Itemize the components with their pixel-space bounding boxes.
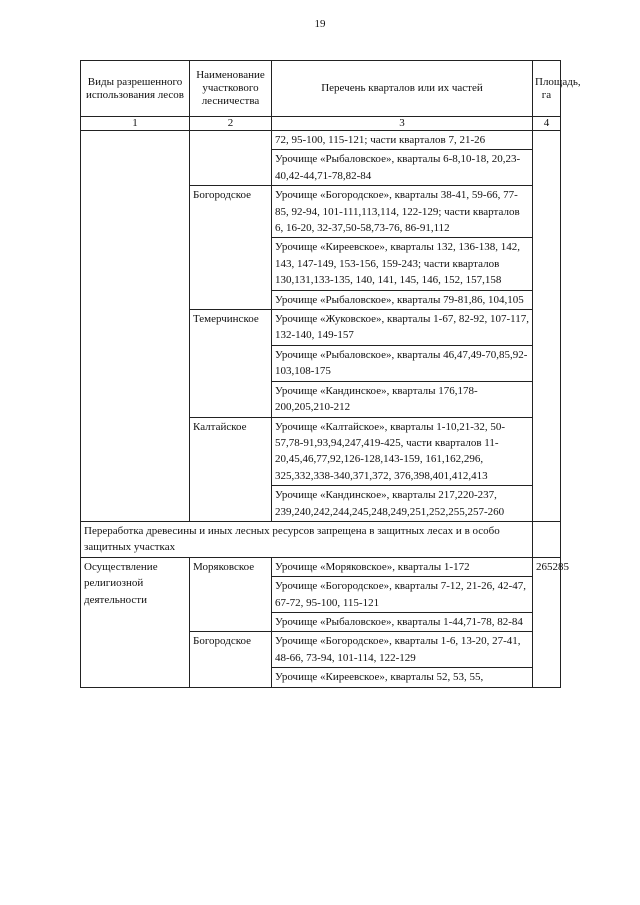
- forestry-cell: Богородское: [190, 632, 272, 687]
- use-type-cell: Осуществление религиозной деятельности: [81, 557, 190, 687]
- page-number: 19: [314, 18, 326, 30]
- quarters-cell: Урочище «Богородское», кварталы 38-41, 59-66, 77-85, 92-94, 101-111,113,114, 122-129; части кварталов 6, 16-20, 32-37,50-58,73-76, 86-91,112: [272, 186, 533, 238]
- quarters-cell: Урочище «Киреевское», кварталы 52, 53, 55,: [272, 668, 533, 687]
- quarters-cell: Урочище «Рыбаловское», кварталы 79-81,86, 104,105: [272, 290, 533, 309]
- quarters-cell: Урочище «Рыбаловское», кварталы 6-8,10-18, 20,23-40,42-44,71-78,82-84: [272, 150, 533, 186]
- quarters-cell: 72, 95-100, 115-121; части кварталов 7, 21-26: [272, 131, 533, 150]
- table-row: [81, 131, 561, 150]
- forestry-cell: [190, 131, 272, 186]
- quarters-cell: Урочище «Богородское», кварталы 7-12, 21-26, 42-47, 67-72, 95-100, 115-121: [272, 577, 533, 613]
- quarters-cell: Урочище «Калтайское», кварталы 1-10,21-32, 50-57,78-91,93,94,247,419-425, части кварталов 11-20,45,46,77,92,126-128,143-159, 161,162,296, 325,332,338-340,371,372, 376,398,401,412,413: [272, 417, 533, 486]
- table-row: [81, 557, 561, 576]
- area-cell: [533, 131, 561, 522]
- area-cell: 265285: [533, 557, 561, 687]
- forestry-cell: Темерчинское: [190, 310, 272, 417]
- note-row: [81, 521, 561, 557]
- note-text: Переработка древесины и иных лесных ресурсов запрещена в защитных лесах и в особо защитных участках: [81, 521, 533, 557]
- header-forestry: Наименование участкового лесничества: [190, 61, 272, 117]
- column-number: 4: [533, 117, 561, 131]
- forestry-cell: Моряковское: [190, 557, 272, 632]
- quarters-cell: Урочище «Кандинское», кварталы 176,178-200,205,210-212: [272, 381, 533, 417]
- forestry-cell: Богородское: [190, 186, 272, 310]
- column-number-row: [81, 117, 561, 131]
- use-type-cell: [81, 131, 190, 522]
- quarters-cell: Урочище «Рыбаловское», кварталы 1-44,71-78, 82-84: [272, 612, 533, 631]
- column-number: 2: [190, 117, 272, 131]
- quarters-cell: Урочище «Богородское», кварталы 1-6, 13-20, 27-41, 48-66, 73-94, 101-114, 122-129: [272, 632, 533, 668]
- column-number: 3: [272, 117, 533, 131]
- quarters-cell: Урочище «Моряковское», кварталы 1-172: [272, 557, 533, 576]
- header-quarters: Перечень кварталов или их частей: [272, 61, 533, 117]
- quarters-cell: Урочище «Киреевское», кварталы 132, 136-138, 142, 143, 147-149, 153-156, 159-243; части кварталов 130,131,133-135, 140, 141, 145, 146, 152, 157,158: [272, 238, 533, 290]
- area-cell: [533, 521, 561, 557]
- header-use-type: Виды разрешенного использования лесов: [81, 61, 190, 117]
- quarters-cell: Урочище «Жуковское», кварталы 1-67, 82-92, 107-117, 132-140, 149-157: [272, 310, 533, 346]
- forest-use-table: [80, 60, 581, 688]
- quarters-cell: Урочище «Рыбаловское», кварталы 46,47,49-70,85,92-103,108-175: [272, 345, 533, 381]
- column-number: 1: [81, 117, 190, 131]
- header-area: Площадь, га: [533, 61, 561, 117]
- forestry-cell: Калтайское: [190, 417, 272, 521]
- table-header-row: [81, 61, 561, 117]
- quarters-cell: Урочище «Кандинское», кварталы 217,220-237, 239,240,242,244,245,248,249,251,252,255,257-260: [272, 486, 533, 522]
